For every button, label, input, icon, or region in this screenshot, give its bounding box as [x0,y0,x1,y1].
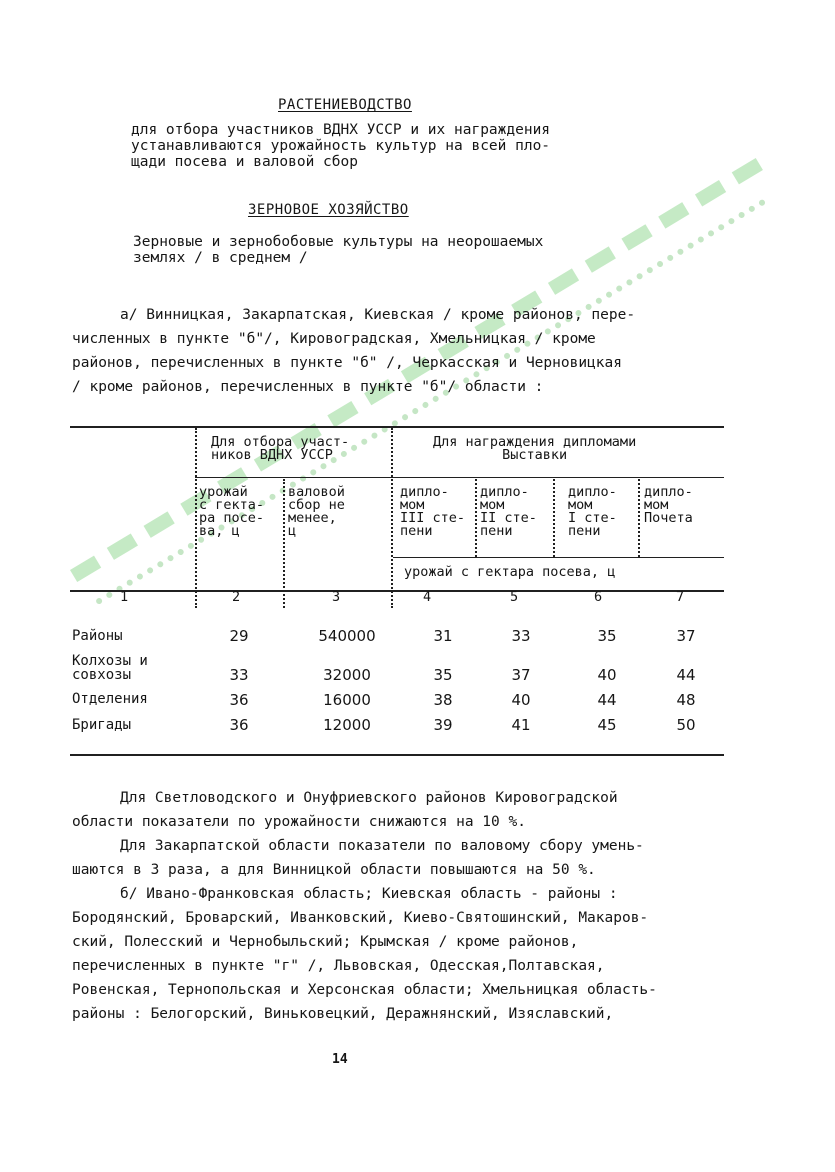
para-a-line-2: численных в пункте "б"/, Кировоградская, Хмельницкая / кроме [72,331,596,347]
table-cell: 36 [229,716,249,734]
para-a-line-1: а/ Винницкая, Закарпатская, Киевская / кроме районов, пере- [120,307,636,323]
header-subheader-yield: урожай с гектара посева, ц [404,564,616,580]
header-col-diploma-3: дипло- мом III сте- пени [400,484,466,539]
table-number-rule [70,590,724,592]
table-cell: 540000 [318,627,376,645]
after-line-6: Бородянский, Броварский, Иванковский, Киево-Святошинский, Макаров- [72,910,649,926]
after-line-8: перечисленных в пункте "г" /, Львовская, Одесская,Полтавская, [72,958,605,974]
para-a-line-4: / кроме районов, перечисленных в пункте "б"/ области : [72,379,544,395]
after-line-3: Для Закарпатской области показатели по валовому сбору умень- [120,838,644,854]
table-cell: 45 [597,716,617,734]
col-divider-6 [638,479,640,557]
header-col-diploma-honor: дипло- мом Почета [644,484,693,526]
col-divider-3 [391,428,393,608]
after-line-10: районы : Белогорский, Виньковецкий, Деражнянский, Изяславский, [72,1006,614,1022]
col-number-4: 4 [423,589,432,605]
table-cell: 41 [511,716,531,734]
after-line-4: шаются в 3 раза, а для Винницкой области повышаются на 50 %. [72,862,596,878]
subintro-line-2: землях / в среднем / [133,250,308,266]
after-line-5: б/ Ивано-Франковская область; Киевская область - районы : [120,886,618,902]
col-divider-2 [283,479,285,608]
table-row-label: Колхозы и совхозы [72,653,148,683]
header-col-gross: валовой сбор не менее, ц [288,484,345,539]
table-cell: 32000 [323,666,371,684]
subintro-line-1: Зерновые и зернобобовые культуры на неорошаемых [133,234,544,250]
table-cell: 38 [433,691,453,709]
table-cell: 50 [676,716,696,734]
table-cell: 33 [229,666,249,684]
table-group-rule [195,477,724,478]
table-top-rule [70,426,724,428]
para-a-line-3: районов, перечисленных в пункте "б" /, Черкасская и Черновицкая [72,355,622,371]
intro-line-2: устанавливаются урожайность культур на всей пло- [131,138,551,154]
after-line-2: области показатели по урожайности снижаются на 10 %. [72,814,526,830]
table-cell: 44 [597,691,617,709]
table-cell: 12000 [323,716,371,734]
table-cell: 35 [597,627,617,645]
table-cell: 37 [511,666,531,684]
header-group-selection: Для отбора участ- ников ВДНХ УССР [211,434,350,463]
after-line-1: Для Светловодского и Онуфриевского районов Кировоградской [120,790,618,806]
col-number-7: 7 [676,589,685,605]
table-cell: 35 [433,666,453,684]
col-number-3: 3 [332,589,341,605]
col-number-2: 2 [232,589,241,605]
table-row-label: Бригады [72,717,132,733]
col-divider-4 [475,479,477,557]
table-row-label: Районы [72,628,123,644]
col-number-1: 1 [120,589,129,605]
intro-line-3: щади посева и валовой сбор [131,154,358,170]
table-cell: 33 [511,627,531,645]
col-number-5: 5 [510,589,519,605]
col-divider-5 [553,479,555,557]
heading-grain-farming: ЗЕРНОВОЕ ХОЗЯЙСТВО [248,202,409,218]
header-group-awards: Для награждения дипломами Выставки [433,434,637,463]
table-cell: 40 [511,691,531,709]
table-cell: 37 [676,627,696,645]
col-divider-1 [195,428,197,608]
after-line-9: Ровенская, Тернопольская и Херсонская области; Хмельницкая область- [72,982,657,998]
header-col-diploma-1: дипло- мом I сте- пени [568,484,617,539]
after-line-7: ский, Полесский и Чернобыльский; Крымская / кроме районов, [72,934,579,950]
table-cell: 29 [229,627,249,645]
table-sub-rule [393,557,724,558]
header-col-yield: урожай с гекта- ра посе- ва, ц [199,484,265,539]
table-bottom-rule [70,754,724,756]
table-cell: 44 [676,666,696,684]
table-cell: 36 [229,691,249,709]
table-cell: 31 [433,627,453,645]
heading-plant-growing: РАСТЕНИЕВОДСТВО [278,97,412,113]
intro-line-1: для отбора участников ВДНХ УССР и их награждения [131,122,551,138]
page-number: 14 [332,1052,348,1067]
table-row-label: Отделения [72,691,148,707]
table-cell: 39 [433,716,453,734]
table-cell: 16000 [323,691,371,709]
header-col-diploma-2: дипло- мом II сте- пени [480,484,537,539]
table-cell: 48 [676,691,696,709]
table-cell: 40 [597,666,617,684]
col-number-6: 6 [594,589,603,605]
